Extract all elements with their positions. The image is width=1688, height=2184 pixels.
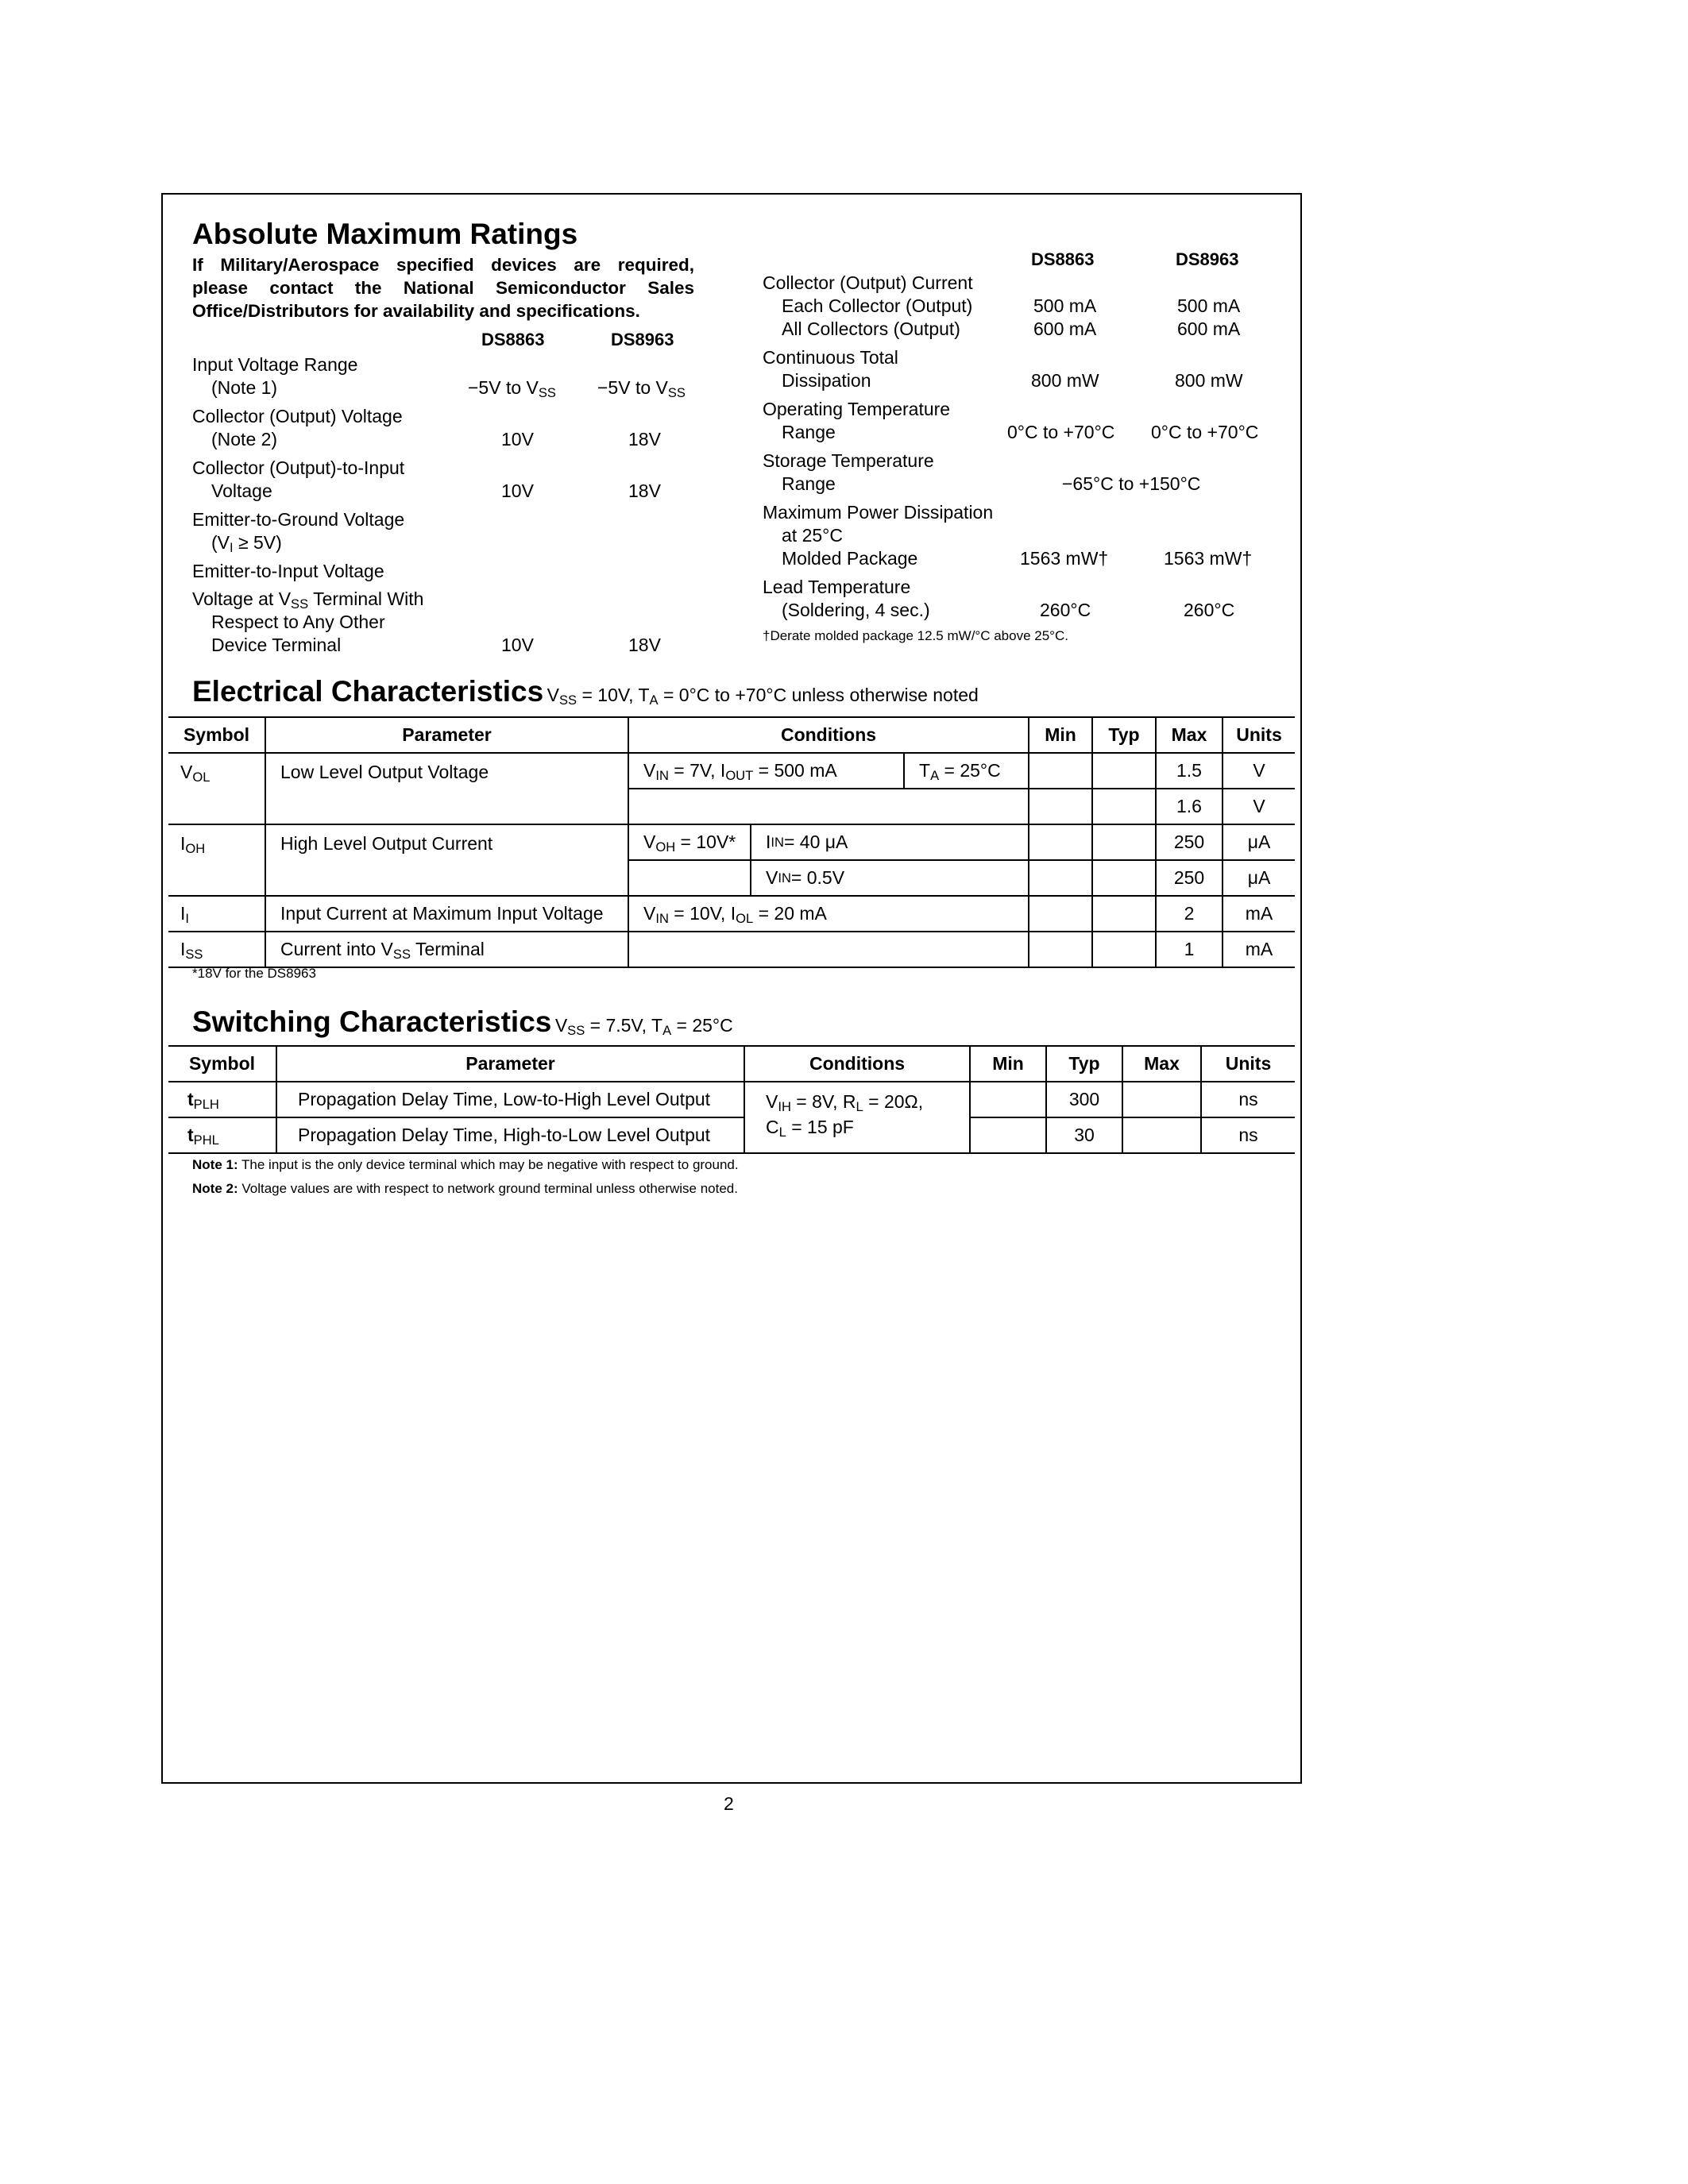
amr-label: Storage Temperature [763, 450, 934, 471]
ec-parameter: High Level Output Current [265, 824, 628, 896]
sc-condition-line: $V_{IH} = 8V$, $R_L = 20\Omega$, [766, 1091, 924, 1115]
amr-value: 1563 mW† [1164, 548, 1253, 569]
amr-label: (Soldering, 4 sec.) [782, 600, 930, 620]
sc-heading [192, 1005, 733, 1039]
sc-min [970, 1117, 1046, 1153]
amr-label: All Collectors (Output) [782, 318, 960, 339]
ec-min [1029, 860, 1092, 896]
ec-table [168, 716, 1295, 968]
ec-symbol: $I_{OH}$ [168, 824, 265, 896]
ec-title: Electrical Characteristics [192, 675, 544, 708]
ec-condition: $V_{OH} = 10V*$ I IN = 40 μA [628, 824, 1029, 860]
amr-label: Input Voltage Range [192, 354, 358, 375]
ec-max: 1 [1156, 932, 1223, 967]
sc-condition [744, 1082, 970, 1153]
ec-units: μA [1223, 824, 1295, 860]
amr-label: $(V_I \ge 5V)$ [211, 532, 282, 556]
sc-parameter: Propagation Delay Time, Low-to-High Level Output [276, 1082, 744, 1117]
amr-value: −5V to $V_{SS}$ [468, 377, 556, 401]
ec-symbol: $I_{SS}$ [168, 932, 265, 967]
ec-conditions: $V_{SS} = 10V$, $T_A = 0^\circ C$ to +70°C unless otherwise noted [547, 685, 979, 708]
note-1: Note 1: The input is the only device terminal which may be negative with respect to ground. [192, 1157, 739, 1172]
sc-header-cell: Min [970, 1046, 1046, 1082]
ec-units: V [1223, 753, 1295, 789]
sc-table [168, 1045, 1295, 1154]
sc-min [970, 1082, 1046, 1117]
amr-value: 0°C to +70°C [1151, 422, 1259, 442]
amr-value: 10V [501, 429, 534, 450]
ec-min [1029, 824, 1092, 860]
amr-label: Continuous Total [763, 347, 898, 368]
amr-label: Range [782, 473, 836, 494]
amr-value: 18V [628, 429, 661, 450]
amr-label: Operating Temperature [763, 399, 951, 419]
ec-parameter: Input Current at Maximum Input Voltage [265, 896, 628, 932]
amr-label: Respect to Any Other [211, 612, 385, 632]
amr-value: 18V [628, 635, 661, 655]
amr-value: 18V [628, 480, 661, 501]
ec-typ [1092, 753, 1156, 789]
table-row [168, 753, 1295, 789]
ec-typ [1092, 932, 1156, 967]
amr-value: 600 mA [1177, 318, 1241, 339]
amr-value: −65°C to +150°C [1062, 473, 1201, 494]
ec-max: 250 [1156, 824, 1223, 860]
sc-typ: 30 [1046, 1117, 1122, 1153]
ec-condition [628, 789, 1029, 824]
sc-units: ns [1201, 1117, 1295, 1153]
ec-min [1029, 896, 1092, 932]
amr-value: 260°C [1040, 600, 1091, 620]
amr-intro-line: If Military/Aerospace specified devices are required, [192, 255, 694, 275]
sc-condition-line: $C_L = 15$ pF [766, 1117, 854, 1140]
ec-parameter: Low Level Output Voltage [265, 753, 628, 824]
ec-max: 1.5 [1156, 753, 1223, 789]
ec-min [1029, 753, 1092, 789]
derate-note: †Derate molded package 12.5 mW/°C above 25°C. [763, 628, 1068, 643]
amr-right-col-ds8963: DS8963 [1176, 249, 1239, 269]
amr-value: 500 mA [1177, 295, 1241, 316]
sc-typ: 300 [1046, 1082, 1122, 1117]
table-row [168, 824, 1295, 860]
table-row [168, 896, 1295, 932]
amr-label: Collector (Output) Current [763, 272, 973, 293]
sc-title: Switching Characteristics [192, 1005, 552, 1038]
amr-label: Collector (Output)-to-Input [192, 457, 405, 478]
amr-intro-line: please contact the National Semiconductor Sales [192, 278, 694, 298]
ec-heading [192, 677, 979, 706]
amr-label: (Note 1) [211, 377, 278, 398]
ec-footnote: *18V for the DS8963 [192, 966, 316, 981]
ec-max: 1.6 [1156, 789, 1223, 824]
sc-header-cell: Typ [1046, 1046, 1122, 1082]
sc-conditions: $V_{SS} = 7.5V$, $T_A = 25^\circ C$ [554, 1015, 733, 1039]
ec-condition [628, 932, 1029, 967]
ec-typ [1092, 789, 1156, 824]
amr-value: −5V to $V_{SS}$ [597, 377, 686, 401]
ec-header-cell: Parameter [265, 717, 628, 753]
ec-header-cell: Typ [1092, 717, 1156, 753]
amr-value: 600 mA [1033, 318, 1097, 339]
amr-label: Device Terminal [211, 635, 342, 655]
amr-label: at 25°C [782, 525, 843, 546]
amr-value: 1563 mW† [1020, 548, 1109, 569]
amr-label: Maximum Power Dissipation [763, 502, 994, 523]
ec-typ [1092, 860, 1156, 896]
amr-right-col-ds8863: DS8863 [1031, 249, 1095, 269]
amr-label: Voltage at $V_{SS}$ Terminal With [192, 588, 424, 612]
sc-header-row [168, 1046, 1295, 1082]
ec-parameter: Current into $V_{SS}$ Terminal [265, 932, 628, 967]
ec-min [1029, 932, 1092, 967]
sc-symbol: $t_{PHL}$ [168, 1117, 276, 1153]
amr-label: Each Collector (Output) [782, 295, 973, 316]
ec-symbol: $I_I$ [168, 896, 265, 932]
ec-condition: $V_{IN} = 7V$, $I_{OUT} = 500$ mA [628, 753, 904, 789]
ec-header-cell: Conditions [628, 717, 1029, 753]
amr-value: 500 mA [1033, 295, 1097, 316]
amr-label: Emitter-to-Input Voltage [192, 561, 384, 581]
sc-units: ns [1201, 1082, 1295, 1117]
ec-header-cell: Min [1029, 717, 1092, 753]
amr-col-ds8963: DS8963 [611, 330, 674, 349]
ec-units: mA [1223, 932, 1295, 967]
sc-parameter: Propagation Delay Time, High-to-Low Level Output [276, 1117, 744, 1153]
ec-typ [1092, 896, 1156, 932]
ec-condition: $T_A = 25^\circ C$ [904, 753, 1029, 789]
ec-typ [1092, 824, 1156, 860]
ec-condition: $V_{IN} = 10V$, $I_{OL} = 20$ mA [628, 896, 1029, 932]
sc-symbol: $t_{PLH}$ [168, 1082, 276, 1117]
table-row [168, 1082, 1295, 1117]
page-number: 2 [724, 1793, 734, 1814]
note-2: Note 2: Voltage values are with respect to network ground terminal unless otherwise noted. [192, 1181, 738, 1196]
amr-value: 0°C to +70°C [1007, 422, 1115, 442]
sc-header-cell: Units [1201, 1046, 1295, 1082]
amr-col-ds8863: DS8863 [481, 330, 545, 349]
sc-max [1122, 1082, 1201, 1117]
amr-label: Dissipation [782, 370, 871, 391]
ec-header-cell: Max [1156, 717, 1223, 753]
amr-label: Molded Package [782, 548, 918, 569]
amr-value: 800 mW [1175, 370, 1243, 391]
amr-label: Range [782, 422, 836, 442]
amr-value: 800 mW [1031, 370, 1099, 391]
amr-label: (Note 2) [211, 429, 278, 450]
ec-header-row [168, 717, 1295, 753]
table-row [168, 1117, 1295, 1153]
ec-min [1029, 789, 1092, 824]
amr-value: 10V [501, 480, 534, 501]
amr-label: Voltage [211, 480, 272, 501]
sc-header-cell: Parameter [276, 1046, 744, 1082]
amr-label: Emitter-to-Ground Voltage [192, 509, 405, 530]
amr-label: Lead Temperature [763, 577, 911, 597]
sc-max [1122, 1117, 1201, 1153]
amr-label: Collector (Output) Voltage [192, 406, 403, 426]
ec-header-cell: Units [1223, 717, 1295, 753]
amr-intro [192, 253, 694, 322]
sc-header-cell: Conditions [744, 1046, 970, 1082]
ec-max: 250 [1156, 860, 1223, 896]
ec-units: μA [1223, 860, 1295, 896]
ec-max: 2 [1156, 896, 1223, 932]
sc-header-cell: Symbol [168, 1046, 276, 1082]
sc-header-cell: Max [1122, 1046, 1201, 1082]
amr-value: 260°C [1184, 600, 1235, 620]
page-frame [161, 193, 1302, 1784]
ec-header-cell: Symbol [168, 717, 265, 753]
table-row [168, 932, 1295, 967]
ec-condition: V IN = 0.5V [628, 860, 1029, 896]
amr-intro-line: Office/Distributors for availability and specifications. [192, 301, 640, 321]
ec-units: mA [1223, 896, 1295, 932]
amr-value: 10V [501, 635, 534, 655]
amr-title: Absolute Maximum Ratings [192, 218, 578, 250]
ec-symbol: $V_{OL}$ [168, 753, 265, 824]
ec-units: V [1223, 789, 1295, 824]
